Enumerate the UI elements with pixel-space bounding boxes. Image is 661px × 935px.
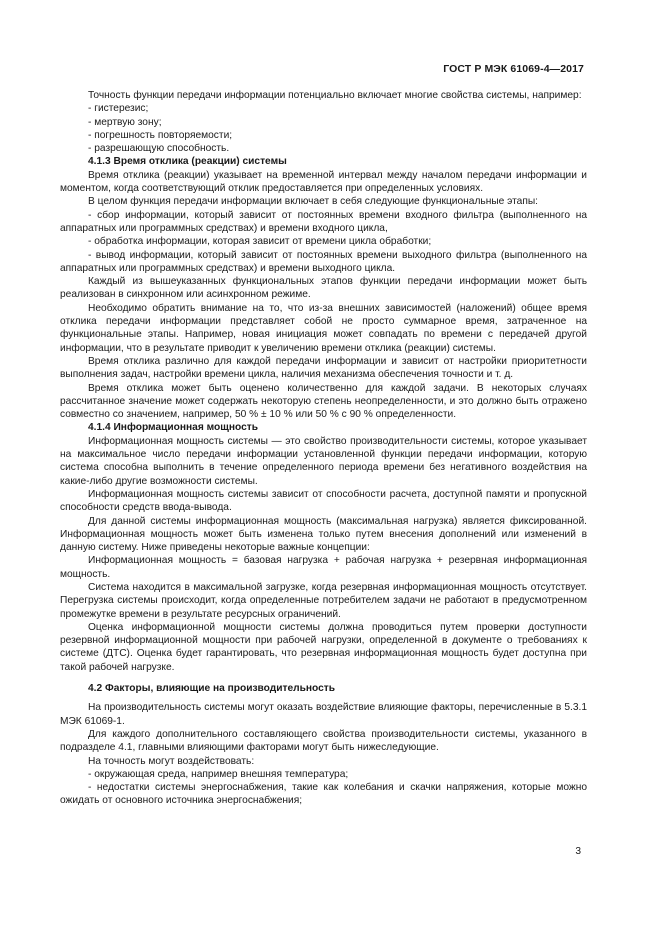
paragraph: Время отклика (реакции) указывает на временной интервал между началом передачи информации и моментом, когда соответствующий отклик предоставляется при определенных условиях. <box>60 169 587 195</box>
list-item: - вывод информации, который зависит от постоянных времени выходного фильтра (выполненного на аппаратных или программных средствах) и времени выходного цикла. <box>60 249 587 274</box>
list-item: - окружающая среда, например внешняя температура; <box>88 768 349 780</box>
list-item: - обработка информации, которая зависит от времени цикла обработки; <box>88 236 432 248</box>
list-item: - недостатки системы энергоснабжения, такие как колебания и скачки напряжения, которые можно ожидать от основного источника энергоснабжения; <box>60 782 587 807</box>
paragraph: Необходимо обратить внимание на то, что из-за внешних зависимостей (наложений) общее время отклика передачи информации представляет собой не просто суммарное время, затраченное на функциональные этапы. Например, новая инициация может совпадать по времени с передачей другой информации, что в результате приводит к увеличению времени отклика (реакции) системы. <box>60 302 587 354</box>
list-item: - сбор информации, который зависит от постоянных времени входного фильтра (выполненного на аппаратных или программных средствах) и времени входного цикла, <box>60 209 587 234</box>
paragraph: На точность могут воздействовать: <box>88 755 255 767</box>
list-item: - гистерезис; <box>88 103 149 115</box>
list-item: - разрешающую способность. <box>88 143 230 155</box>
paragraph: Время отклика различно для каждой передачи информации и зависит от настройки приоритетности выполнения задач, настройки времени цикла, наличия механизма обеспечения точности и т. д. <box>60 355 587 381</box>
paragraph: В целом функция передачи информации включает в себя следующие функциональные этапы: <box>88 196 538 208</box>
paragraph: Каждый из вышеуказанных функциональных этапов функции передачи информации может быть реализован в синхронном или асинхронном режиме. <box>60 276 587 301</box>
section-heading: 4.1.4 Информационная мощность <box>88 422 258 434</box>
paragraph: Время отклика может быть оценено количественно для каждой задачи. В некоторых случаях рассчитанное значение может содержать некоторую степень неопределенности, и это должно быть отражено совместно со значением, например, 50 % ± 10 % или 50 % с 90 % определенности. <box>60 382 587 421</box>
paragraph: Точность функции передачи информации потенциально включает многие свойства системы, например: <box>88 90 582 101</box>
paragraph: Система находится в максимальной загрузке, когда резервная информационная мощность отсутствует. Перегрузка системы происходит, когда определенные потребителем задачи не работают в предусмотренном промежутке времени в результате ресурсных ограничений. <box>60 581 587 620</box>
section-heading: 4.2 Факторы, влияющие на производительность <box>88 683 336 695</box>
paragraph: На производительность системы могут оказать воздействие влияющие факторы, перечисленные в 5.3.1 МЭК 61069-1. <box>60 702 587 727</box>
paragraph: Для каждого дополнительного составляющего свойства производительности системы, указанного в подразделе 4.1, главными влияющими факторами могут быть нижеследующие. <box>60 728 587 754</box>
paragraph: Информационная мощность системы зависит от способности расчета, доступной памяти и пропускной способности средств ввода-вывода. <box>60 488 587 514</box>
paragraph: Для данной системы информационная мощность (максимальная нагрузка) является фиксированной. Информационная мощность может быть изменена только путем внесения дополнений или изменений в данную систему. Ниже приведены некоторые важные концепции: <box>60 515 587 554</box>
list-item: - погрешность повторяемости; <box>88 129 233 141</box>
paragraph: Информационная мощность = базовая нагрузка + рабочая нагрузка + резервная информационная мощность. <box>60 555 587 580</box>
paragraph: Оценка информационной мощности системы должна проводиться путем проверки доступности резервной информационной мощности при рабочей нагрузки, определенной в документе о требованиях к системе (ДТС). Оценка будет гарантировать, что резервная информационная мощность будет доступна при такой рабочей нагрузке. <box>60 621 587 673</box>
page-number: 3 <box>575 846 581 857</box>
list-item: - мертвую зону; <box>88 116 162 128</box>
paragraph: Информационная мощность системы — это свойство производительности системы, которое указывает на максимальное число передачи информации установленной функции передачи информации, которую система способна выполнить в течение определенного периода времени без негативного воздействия на какие-либо другие возможности системы. <box>60 435 587 487</box>
section-heading: 4.1.3 Время отклика (реакции) системы <box>88 156 287 168</box>
document-body <box>60 89 587 808</box>
standard-header: ГОСТ Р МЭК 61069-4—2017 <box>443 63 584 75</box>
